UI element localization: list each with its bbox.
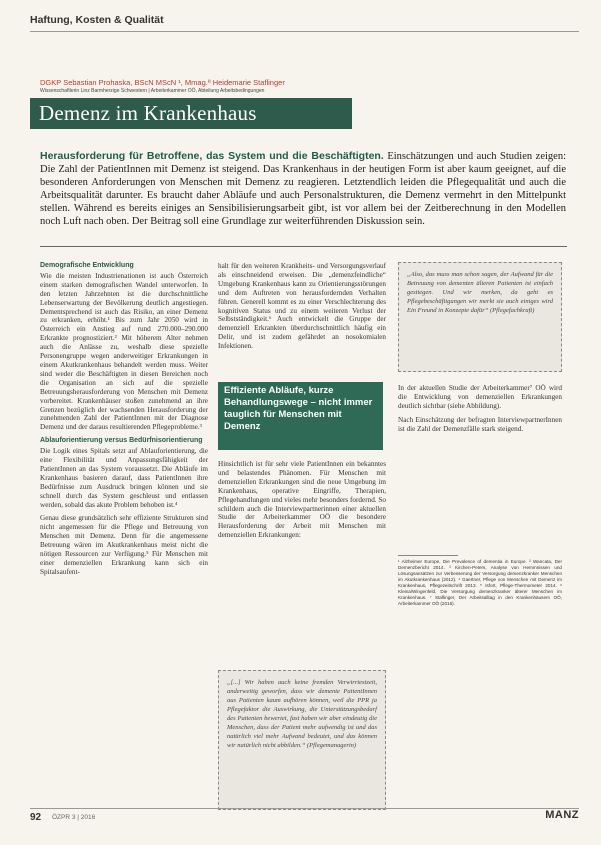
footer-rule — [30, 808, 579, 809]
column-2-continued — [218, 460, 386, 545]
quote-text: „Also, das muss man schon sagen, der Aufwand für die Betreuung von dementen älteren Patienten ist einfach gestiegen. Und wir merken, da geht es Pflegebeschäftigungen wir merkt sie auch einiges wird Ein Freund in Konzepte dafür“ (Pflegefachkraft) — [407, 271, 553, 314]
paragraph: Nach Einschätzung der befragten InterviewpartnerInnen ist die Zahl der Demenzfälle stark steigend. — [398, 415, 562, 433]
title-banner — [30, 98, 352, 129]
footnote-text: ¹ Alzheimer Europe, Die Prevalence of dementia in Europe. ² Wancata, Der Demenzbericht 2014. ³ Kirchen-Peters, Analyse von Hemmnissen und Lösungsansätzen zur Verbesserung der Versorgung demenzkranker Menschen im Akutkrankenhaus (2012). ⁴ Gaertner, Pflege von Menschen mit Demenz im Krankenhaus, Pflegezeitschrift 2013. ⁵ Isfort, Pflege-Thermometer 2014. ⁶ Kleina/Wingenfeld, Die Versorgung demenzkranker älterer Menschen im Krankenhaus. ⁷ Staflinger, Der Arbeitsalltag in den Krankenhäusern OÖ, Arbeiterkammer OÖ (2016). — [398, 559, 562, 606]
author-line: DGKP Sebastian Prohaska, BScN MScN ¹, Mmag.ª Heidemarie Staflinger — [40, 78, 285, 87]
paragraph: halt für den weiteren Krankheits- und Versorgungsverlauf als einschneidend erweisen. Die „demenzfeindliche“ Umgebung Krankenhaus kann zu Orientierungsstörungen und dem Auftreten von herausfordernden Verhalten führen. Generell kommt es zu einer Verschlechterung des kognitiven Status und zu einem weiteren Verlust der Selbstständigkeit.⁶ Auch entwickelt die Gruppe der demenziell Erkrankten überdurchschnittlich häufig ein Delir, und ist zudem gefährdet an nosokomialen Infektionen. — [218, 262, 386, 351]
article-title: Demenz im Krankenhaus — [39, 101, 257, 125]
header-rule — [30, 31, 579, 32]
paragraph: Wie die meisten Industrienationen ist auch Österreich einem starken demografischen Wandel unterworfen. In den letzten Jahrzehnten ist die durchschnittliche Lebenserwartung der Bevölkerung deutlich angestiegen. Dementsprechend ist auch das Risiko, an einer Demenz zu erkranken, erhöht.¹ Bis zum Jahr 2050 wird in Österreich ein Anstieg auf rund 270.000–290.000 Erkrankte prognostiziert.² Mit höherem Alter nehmen auch die Anlässe zu, weshalb diese spezielle Personengruppe wegen anderweitiger Erkrankungen in einem Akutkrankenhaus behandelt werden muss. Weiter sind weder die Beschäftigten in diesen Bereichen noch die Organisation an sich auf die spezielle Betreuungsherausforderung von Menschen mit Demenz vorbereitet. Krankenhäuser stoßen zunehmend an ihre Grenzen bezüglich der wachsenden Herausforderung der zunehmenden Zahl der PatientInnen mit der Diagnose Demenz und der daraus resultierenden Pflegeprobleme.³ — [40, 271, 208, 432]
interview-quote-box — [398, 262, 562, 372]
column-2 — [218, 262, 386, 356]
journal-issue: ÖZPR 3 | 2016 — [52, 814, 96, 821]
publisher-logo: MANZ — [545, 809, 579, 821]
lead-rule — [40, 246, 567, 247]
section-header: Haftung, Kosten & Qualität — [30, 14, 164, 26]
quote-text: „[...] Wir haben auch keine fremden Verwirrtestzeit, anderweitig geworfen, dass wir demente PatientInnen aus Patienten kaum aufhören können, weil die PPR ja Pflegefaktor die Auswirkung, die Unterstützungsbedarf des Patienten bewertet, fast haben wir aber eindeutig die Menschen, dass der Patient mehr aufwendig ist und das natürlich viel mehr Aufwand bedeutet, und das können wir natürlich nicht abbilden.“ (Pflegemanagerin) — [227, 679, 377, 749]
paragraph: In der aktuellen Studie der Arbeiterkammer⁷ OÖ wird die Entwicklung von demenziellen Erkrankungen deutlich sichtbar (siehe Abbildung). — [398, 384, 562, 410]
column-3 — [398, 384, 562, 439]
pull-quote-callout: Effiziente Abläufe, kurze Behandlungswege – nicht immer tauglich für Menschen mit Demenz — [218, 382, 383, 450]
paragraph: Genau diese grundsätzlich sehr effiziente Strukturen sind nicht angemessen für die Pflege und Betreuung von Menschen mit Demenz. Denn für die angemessene Betreuung wären im Akutkrankenhaus meist nicht die nötigen Ressourcen zur Verfügung.⁵ Für Menschen mit einer demenziellen Erkrankung kann sich ein Spitalsaufent- — [40, 514, 208, 576]
column-1 — [40, 262, 208, 582]
paragraph: Hinsichtlich ist für sehr viele PatientInnen ein bekanntes und belastendes Phänomen. Für Menschen mit demenziellen Erkrankungen sind die neue Umgebung im Krankenhaus, operative Eingriffe, Therapien, Pflegehandlungen und vieles mehr besonders fordernd. So schildern auch die Interviewpartnerinnen einer aktuellen Studie der Arbeiterkammer OÖ die besondere Herausforderung der Arbeit mit Menschen mit demenziellen Erkrankungen: — [218, 460, 386, 540]
paragraph: Die Logik eines Spitals setzt auf Ablauforientierung, die eine Flexibilität und Anpassungsfähigkeit der PatientInnen an das System voraussetzt. Die Abläufe im Krankenhaus basieren darauf, dass PatientInnen ihre Bedürfnisse zum Ausdruck bringen können und sie schnell durch das System geschleust und entlassen werden, sobald das akute Problem behoben ist.⁴ — [40, 447, 208, 509]
affiliation-line: Wissenschaftlerin Linz Barmherzige Schwestern | Arbeiterkammer OÖ, Abteilung Arbeitsbedingungen — [40, 88, 265, 94]
lead-strong: Herausforderung für Betroffene, das System und die Beschäftigten. — [40, 150, 384, 162]
footnote-rule — [398, 555, 458, 556]
lead-text: Einschätzungen und auch Studien zeigen: Die Zahl der PatientInnen mit Demenz ist steigend. Das Krankenhaus in der heutigen Form ist aber kaum geeignet, auf die besonderen Anforderungen von Menschen mit Demenz zu reagieren. Letztendlich leiden die Pflegequalität und auch die Arbeitsqualität darunter. Es braucht daher Abläufe und auch Personalstrukturen, die Demenz vermehrt in den Mittelpunkt stellen. Während es bereits einiges an Sensibilisierungsarbeit gibt, ist vor allem bei der Zeitberechnung in den Modellen noch Luft nach oben. Der Beitrag soll eine Grundlage zur weiterführenden Diskussion sein. — [40, 151, 566, 227]
subheading-ablauf: Ablauforientierung versus Bedürfnisorientierung — [40, 437, 203, 445]
lead-paragraph — [40, 150, 566, 228]
subheading-demografie: Demografische Entwicklung — [40, 262, 134, 269]
interview-quote-box — [218, 670, 386, 810]
page-number: 92 — [30, 812, 42, 823]
footnotes — [398, 555, 562, 607]
